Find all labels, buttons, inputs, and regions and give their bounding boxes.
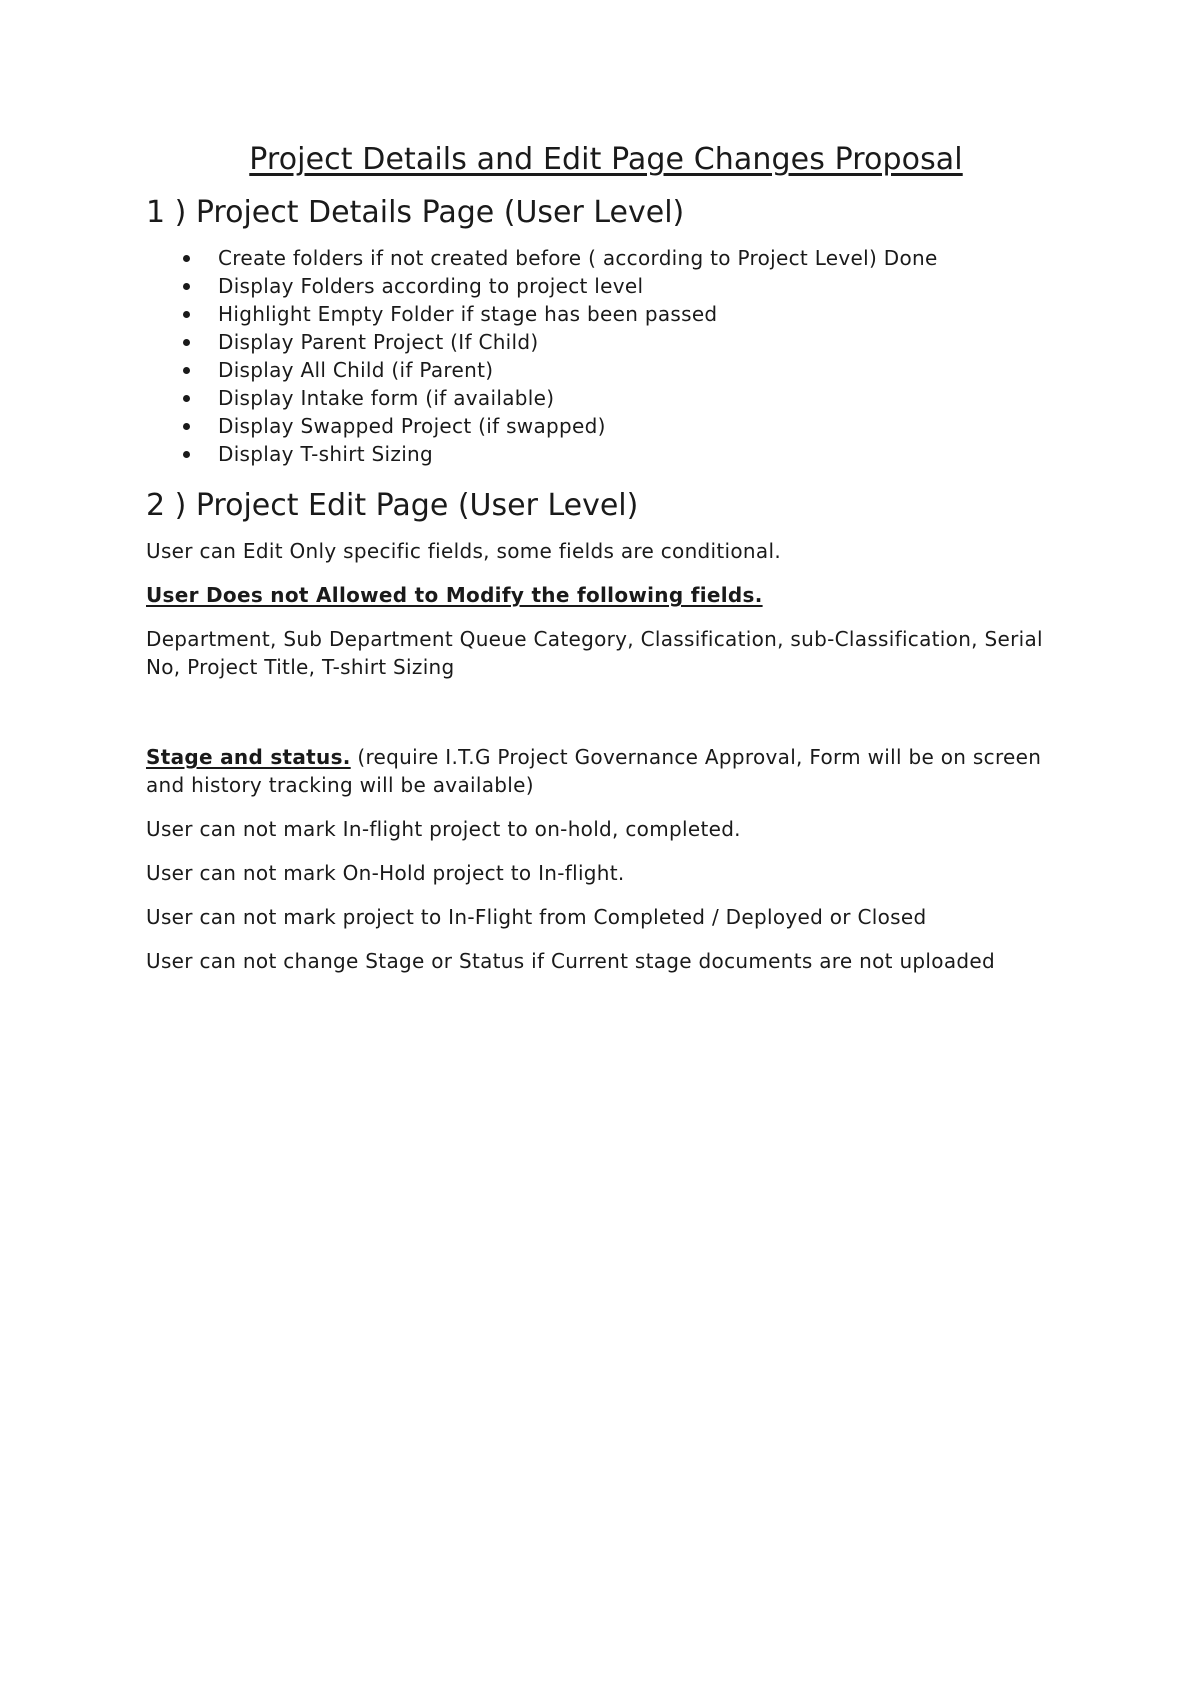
- section-1-heading: 1 ) Project Details Page (User Level): [146, 195, 685, 230]
- stage-status-paragraph: [146, 743, 1066, 799]
- list-item: Display Intake form (if available): [218, 384, 1066, 412]
- spacer: [146, 697, 1066, 743]
- edit-page-intro: User can Edit Only specific fields, some fields are conditional.: [146, 539, 781, 563]
- rule-paragraph: User can not change Stage or Status if Current stage documents are not uploaded: [146, 949, 995, 973]
- list-item: Highlight Empty Folder if stage has been passed: [218, 300, 1066, 328]
- restricted-fields-heading: User Does not Allowed to Modify the following fields.: [146, 583, 763, 607]
- list-item: Display All Child (if Parent): [218, 356, 1066, 384]
- document-title: Project Details and Edit Page Changes Proposal: [249, 142, 963, 177]
- section-2-heading: 2 ) Project Edit Page (User Level): [146, 488, 639, 523]
- list-item: Display Folders according to project level: [218, 272, 1066, 300]
- stage-status-label: Stage and status.: [146, 745, 351, 769]
- rule-paragraph: User can not mark On-Hold project to In-flight.: [146, 861, 625, 885]
- details-page-list: [146, 244, 1066, 468]
- rule-paragraph: User can not mark project to In-Flight from Completed / Deployed or Closed: [146, 905, 927, 929]
- document-page: [146, 140, 1066, 991]
- list-item: Create folders if not created before ( according to Project Level) Done: [218, 244, 1066, 272]
- restricted-fields-list: Department, Sub Department Queue Category, Classification, sub-Classification, Serial No, Project Title, T-shirt Sizing: [146, 627, 1043, 679]
- stage-status-note: (require I.T.G Project Governance Approval, Form will be on screen and history tracking will be available): [146, 745, 1042, 797]
- list-item: Display Parent Project (If Child): [218, 328, 1066, 356]
- rule-paragraph: User can not mark In-flight project to on-hold, completed.: [146, 817, 741, 841]
- list-item: Display Swapped Project (if swapped): [218, 412, 1066, 440]
- list-item: Display T-shirt Sizing: [218, 440, 1066, 468]
- restricted-fields-heading-row: [146, 581, 1066, 609]
